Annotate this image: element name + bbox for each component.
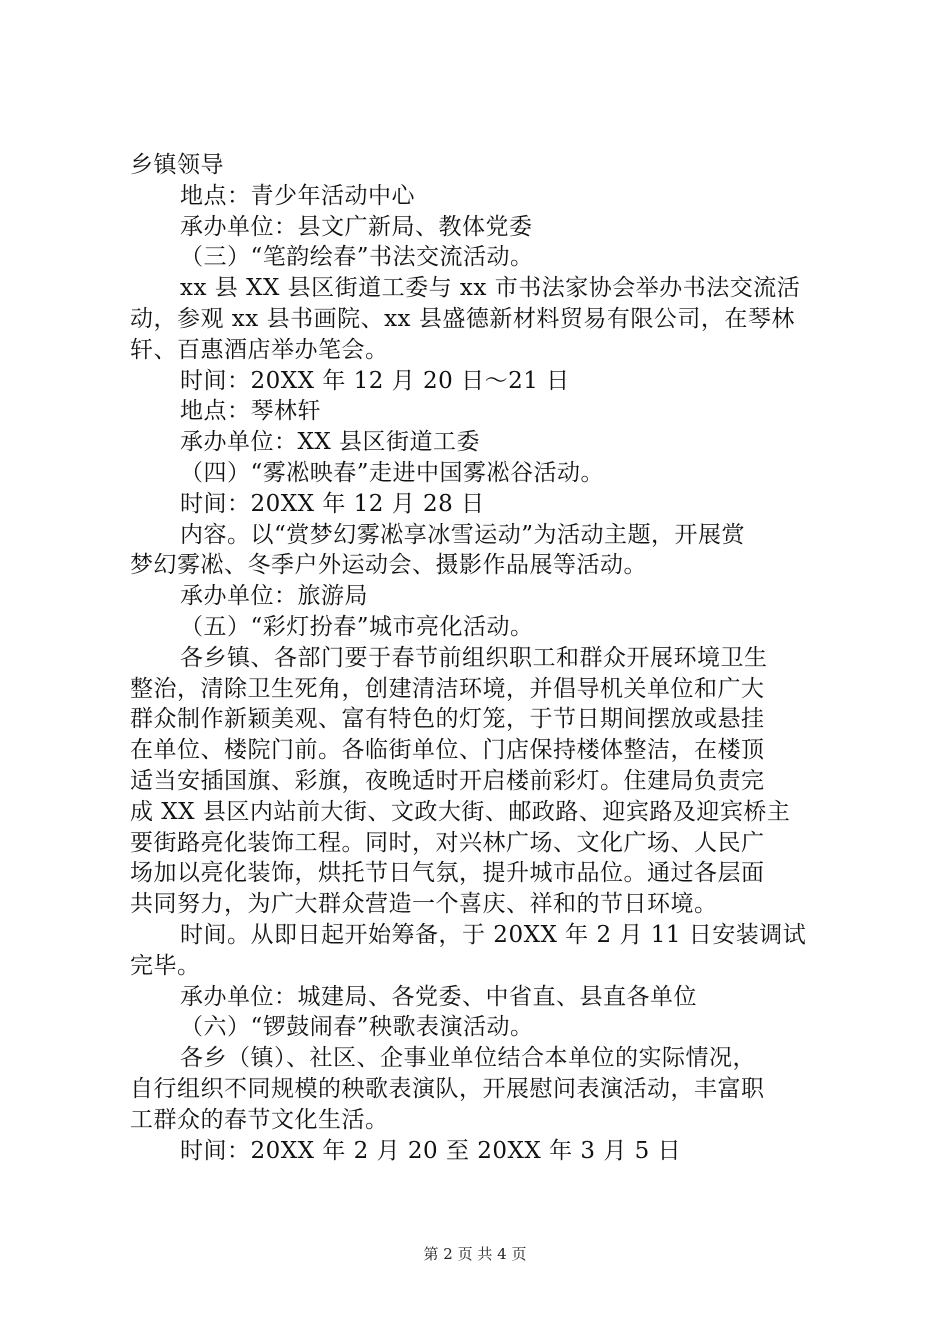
text-line: （四）“雾凇映春”走进中国雾凇谷活动。 <box>180 459 605 486</box>
document-body <box>130 150 832 1166</box>
text-line: 承办单位：旅游局 <box>180 583 368 610</box>
text-line: 群众制作新颖美观、富有特色的灯笼，于节日期间摆放或悬挂 <box>130 706 765 733</box>
text-line: 地点：琴林轩 <box>180 398 321 425</box>
text-line: 内容。以“赏梦幻雾凇享冰雪运动”为活动主题，开展赏 <box>180 521 746 548</box>
text-line: 自行组织不同规模的秧歌表演队，开展慰问表演活动，丰富职 <box>130 1075 765 1102</box>
text-line: 时间：20XX 年 12 月 20 日～21 日 <box>180 367 570 394</box>
text-line: 工群众的春节文化生活。 <box>130 1106 389 1133</box>
text-line: （五）“彩灯扮春”城市亮化活动。 <box>180 613 534 640</box>
text-line: 成 XX 县区内站前大街、文政大街、邮政路、迎宾路及迎宾桥主 <box>130 798 791 825</box>
text-line: 动，参观 xx 县书画院、xx 县盛德新材料贸易有限公司，在琴林 <box>130 305 795 332</box>
text-line: 要街路亮化装饰工程。同时，对兴林广场、文化广场、人民广 <box>130 829 765 856</box>
page-number-footer: 第 2 页 共 4 页 <box>423 1245 527 1263</box>
text-line: 场加以亮化装饰，烘托节日气氛，提升城市品位。通过各层面 <box>130 860 765 887</box>
text-line: 适当安插国旗、彩旗，夜晚适时开启楼前彩灯。住建局负责完 <box>130 767 765 794</box>
text-line: 各乡镇、各部门要于春节前组织职工和群众开展环境卫生 <box>180 644 768 671</box>
text-line: 地点：青少年活动中心 <box>180 182 415 209</box>
text-line: 共同努力，为广大群众营造一个喜庆、祥和的节日环境。 <box>130 891 718 918</box>
text-line: 完毕。 <box>130 952 201 979</box>
text-line: 承办单位：城建局、各党委、中省直、县直各单位 <box>180 983 697 1010</box>
text-line: 轩、百惠酒店举办笔会。 <box>130 336 389 363</box>
text-line: （六）“锣鼓闹春”秧歌表演活动。 <box>180 1014 534 1041</box>
text-line: 整治，清除卫生死角，创建清洁环境，并倡导机关单位和广大 <box>130 675 765 702</box>
text-line: 承办单位：县文广新局、教体党委 <box>180 213 533 240</box>
text-line: （三）“笔韵绘春”书法交流活动。 <box>180 244 534 271</box>
text-line: 在单位、楼院门前。各临街单位、门店保持楼体整洁，在楼顶 <box>130 737 765 764</box>
text-line: xx 县 XX 县区街道工委与 xx 市书法家协会举办书法交流活 <box>180 275 801 302</box>
text-line: 时间：20XX 年 2 月 20 至 20XX 年 3 月 5 日 <box>180 1137 682 1164</box>
text-line: 时间。从即日起开始筹备，于 20XX 年 2 月 11 日安装调试 <box>180 921 807 948</box>
text-line: 梦幻雾凇、冬季户外运动会、摄影作品展等活动。 <box>130 552 647 579</box>
text-line: 承办单位：XX 县区街道工委 <box>180 429 481 456</box>
text-line: 各乡（镇）、社区、企事业单位结合本单位的实际情况， <box>180 1045 756 1072</box>
text-line: 时间：20XX 年 12 月 28 日 <box>180 490 485 517</box>
text-line: 乡镇领导 <box>130 152 224 178</box>
